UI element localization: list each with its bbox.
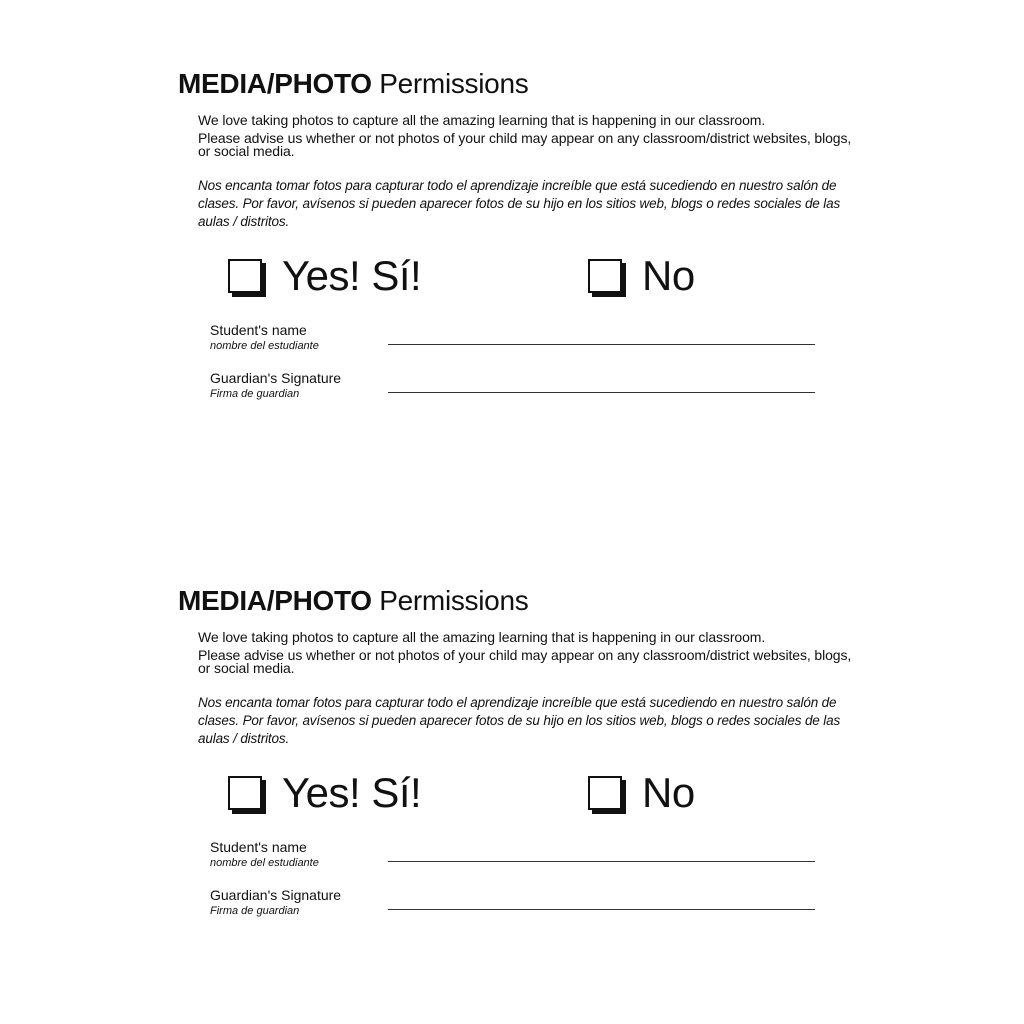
no-option[interactable] xyxy=(588,250,695,302)
english-intro: We love taking photos to capture all the amazing learning that is happening in our classroom. xyxy=(198,629,766,645)
guardian-signature-input[interactable] xyxy=(388,895,815,910)
student-name-label: Student's name xyxy=(210,839,307,855)
guardian-signature-sublabel: Firma de guardian xyxy=(210,905,300,917)
form-title-rest: Permissions xyxy=(371,585,529,616)
guardian-signature-field xyxy=(210,370,830,404)
yes-option[interactable] xyxy=(228,767,421,819)
student-name-field xyxy=(210,839,830,873)
student-name-input[interactable] xyxy=(388,847,815,862)
yes-checkbox[interactable] xyxy=(228,776,262,810)
form-title-rest: Permissions xyxy=(371,68,529,99)
guardian-signature-input[interactable] xyxy=(388,378,815,393)
permission-form-1 xyxy=(0,0,1024,400)
checkbox-box xyxy=(588,259,622,293)
student-name-input[interactable] xyxy=(388,330,815,345)
student-name-label: Student's name xyxy=(210,322,307,338)
no-label: No xyxy=(642,769,695,816)
form-title xyxy=(178,583,528,619)
english-request: Please advise us whether or not photos of your child may appear on any classroom/district websites, blogs, or social media. xyxy=(198,130,852,159)
yes-label: Yes! Sí! xyxy=(282,769,422,816)
form-title-bold: MEDIA/PHOTO xyxy=(178,68,372,99)
guardian-signature-label: Guardian's Signature xyxy=(210,370,342,386)
spanish-description: Nos encanta tomar fotos para capturar todo el aprendizaje increíble que está sucediendo en nuestro salón de clases. Por favor, avísenos si pueden aparecer fotos de su hijo en los sitios web, blogs o redes sociales de las aulas / distritos. xyxy=(198,695,841,746)
checkbox-box xyxy=(228,259,262,293)
no-option[interactable] xyxy=(588,767,695,819)
checkbox-box xyxy=(588,776,622,810)
english-request: Please advise us whether or not photos of your child may appear on any classroom/district websites, blogs, or social media. xyxy=(198,647,852,676)
guardian-signature-field xyxy=(210,887,830,921)
yes-option[interactable] xyxy=(228,250,421,302)
spanish-description: Nos encanta tomar fotos para capturar todo el aprendizaje increíble que está sucediendo en nuestro salón de clases. Por favor, avísenos si pueden aparecer fotos de su hijo en los sitios web, blogs o redes sociales de las aulas / distritos. xyxy=(198,178,841,229)
no-checkbox[interactable] xyxy=(588,776,622,810)
no-checkbox[interactable] xyxy=(588,259,622,293)
student-name-field xyxy=(210,322,830,356)
no-label: No xyxy=(642,252,695,299)
student-name-sublabel: nombre del estudiante xyxy=(210,340,319,352)
yes-label: Yes! Sí! xyxy=(282,252,422,299)
guardian-signature-label: Guardian's Signature xyxy=(210,887,342,903)
english-intro: We love taking photos to capture all the amazing learning that is happening in our classroom. xyxy=(198,112,766,128)
form-title xyxy=(178,66,528,102)
checkbox-box xyxy=(228,776,262,810)
yes-checkbox[interactable] xyxy=(228,259,262,293)
student-name-sublabel: nombre del estudiante xyxy=(210,857,319,869)
form-title-bold: MEDIA/PHOTO xyxy=(178,585,372,616)
permission-form-2 xyxy=(0,517,1024,917)
guardian-signature-sublabel: Firma de guardian xyxy=(210,388,300,400)
